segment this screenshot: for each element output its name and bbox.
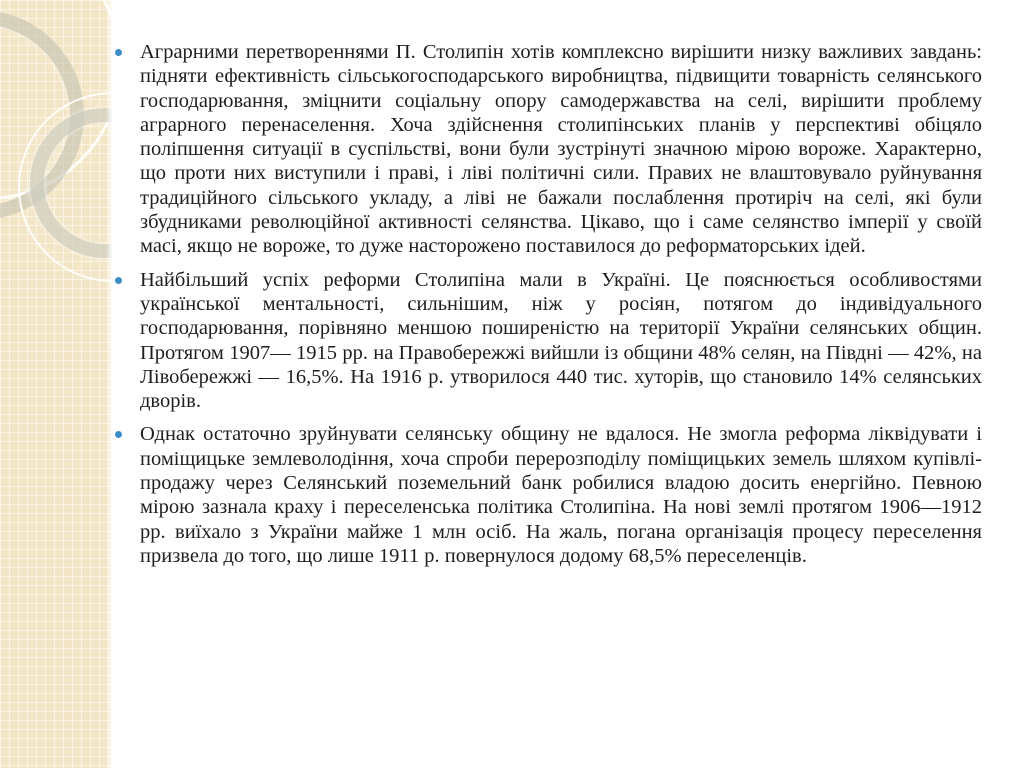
paragraph-text: Найбільший успіх реформи Столипіна мали в Україні. Це пояснюється особливостями української ментальності, сильнішим, ніж у росіян, потягом до індивідуального господарювання, порівняно меншою поширеністю на території України селянських общин. Протягом 1907— 1915 pp. на Правобережжі вийшли із общини 48% селян, на Півдні — 42%, на Лівобережжі — 16,5%. На 1916 р. утворилося 440 тис. хуторів, що становило 14% селянських дворів. xyxy=(140,268,982,413)
bullet-list xyxy=(112,40,982,568)
bullet-icon xyxy=(115,277,122,284)
paragraph-text: Однак остаточно зруйнувати селянську общину не вдалося. Не змогла реформа ліквідувати і поміщицьке землеволодіння, хоча спроби перерозподілу поміщицьких земель шляхом купівлі-продажу через Селянський поземельний банк робилися владою досить енергійно. Певною мірою зазнала краху і переселенська політика Столипіна. На нові землі протягом 1906—1912 pp. виїхало з України майже 1 млн осіб. На жаль, погана організація процесу переселення призвела до того, що лише 1911 р. повернулося додому 68,5% переселенців. xyxy=(140,423,982,567)
bullet-item-2 xyxy=(112,268,982,414)
bullet-icon xyxy=(115,49,122,56)
bullet-icon xyxy=(115,431,122,438)
bullet-item-3 xyxy=(112,422,982,568)
slide-content xyxy=(112,40,982,577)
paragraph-text: Аграрними перетвореннями П. Столипін хотів комплексно вирішити низку важливих завдань: підняти ефективність сільськогосподарського виробництва, підвищити товарність селянського господарювання, зміцнити соціальну опору самодержавства на селі, вирішити проблему аграрного перенаселення. Хоча здійснення столипінських планів у перспективі обіцяло поліпшення ситуації в суспільстві, вони були зустрінуті значною мірою вороже. Характерно, що проти них виступили і праві, і ліві політичні сили. Правих не влаштовувало руйнування традиційного сільського укладу, а ліві не бажали послаблення протиріч на селі, які були збудниками революційної активності селянства. Цікаво, що і саме селянство імперії у своїй масі, якщо не вороже, то дуже настороженo поставилося до реформаторських ідей. xyxy=(140,41,982,258)
decorative-side-panel xyxy=(0,0,112,768)
bullet-item-1 xyxy=(112,40,982,259)
